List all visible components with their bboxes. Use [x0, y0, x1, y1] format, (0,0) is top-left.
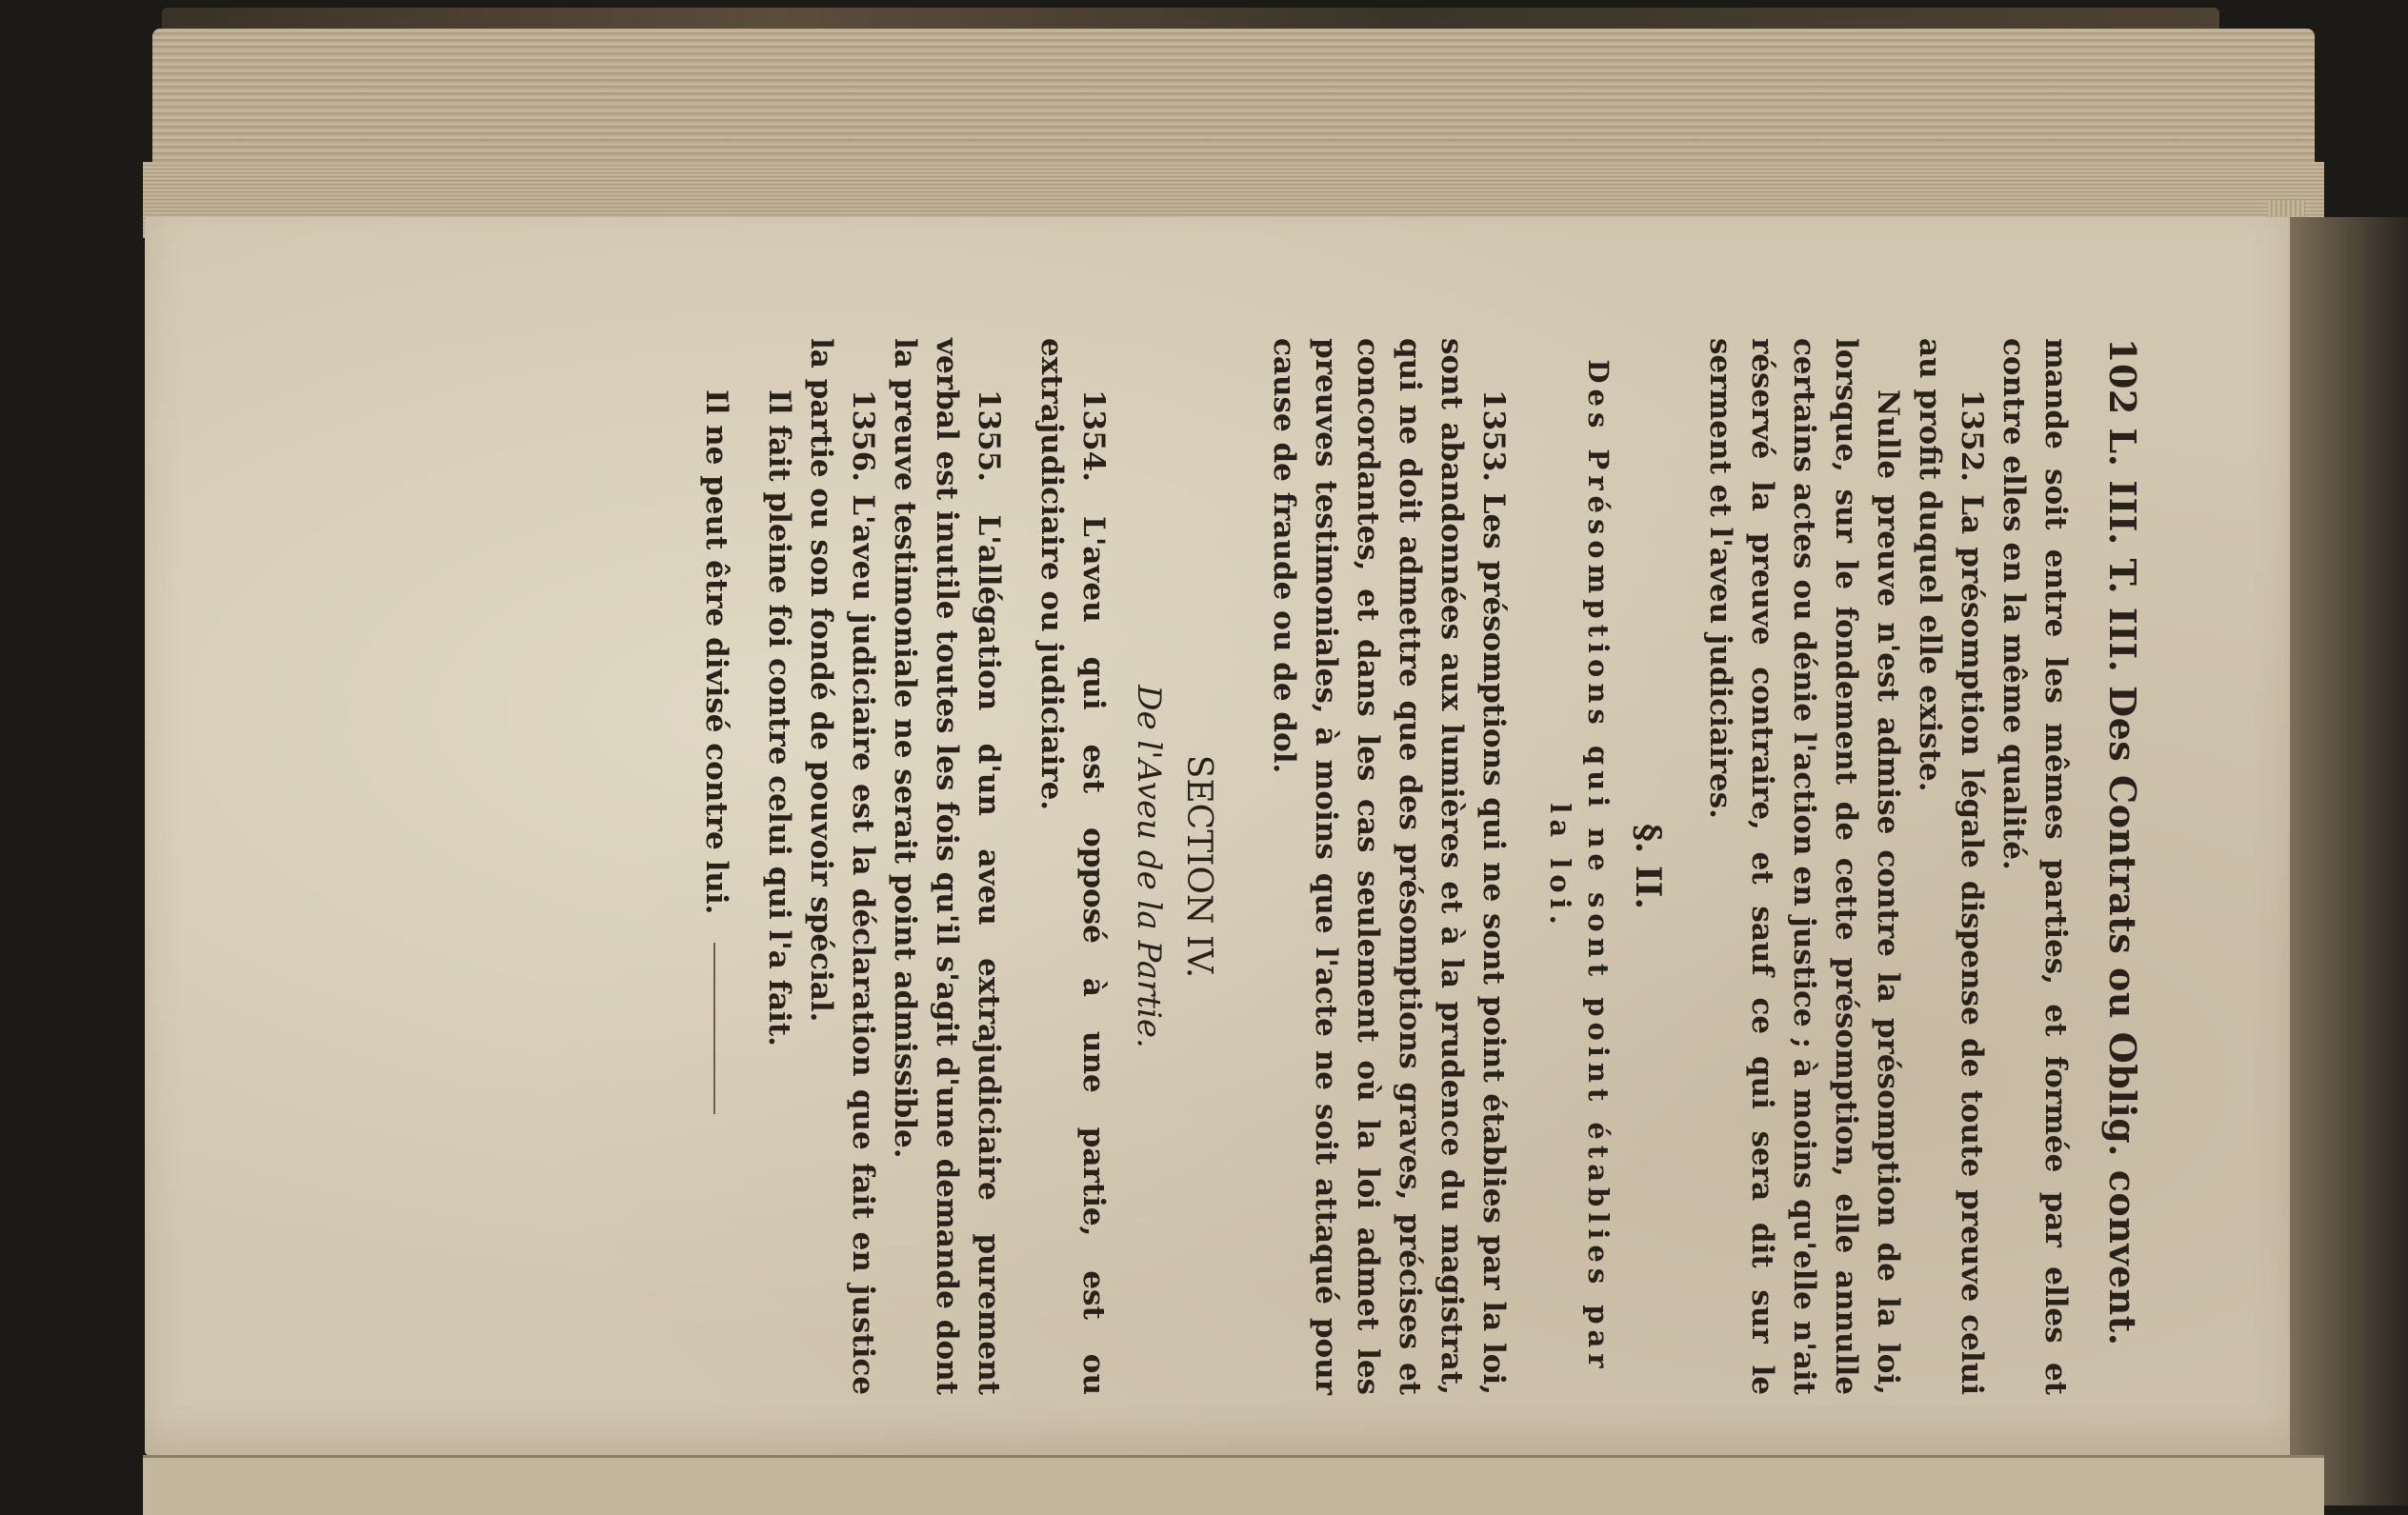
paragraph: 1355. L'allégation d'un aveu extrajudiciaire purement verbal est inutile toutes les fois qu'il s'agit d'une demande dont la preuve testimoniale ne serait point admissible.	[888, 338, 1006, 1395]
paragraph-1353: 1353. Les présomptions qui ne sont point établies par la loi, sont abandonnées aux lumières et à la prudence du magistrat, qui ne doit admettre que des présomptions graves, précises et concordantes, et dans les cas seulement où la loi admet les preuves testimoniales, à moins que l'acte ne soit attaqué pour cause de fraude ou de dol.	[1267, 338, 1511, 1395]
facing-page-edge	[143, 1455, 2324, 1515]
section-heading: SECTION IV.	[1179, 754, 1218, 979]
running-head: 102 L. III. T. III. Des Contrats ou Oblig. convent.	[2101, 338, 2144, 1346]
section-mark: §. II.	[1628, 823, 1668, 910]
binding-shadow	[2290, 217, 2408, 1505]
paragraph-last	[695, 338, 737, 1395]
section-title: Des Présomptions qui ne sont point établies par la loi.	[1544, 359, 1615, 1374]
paragraph: mande soit entre les mêmes parties, et formée par elles et contre elles en la même qualité.	[1997, 338, 2073, 1395]
last-line-text: Il ne peut être divisé contre lui.	[699, 389, 733, 915]
paragraph: 1356. L'aveu judiciaire est la déclaration que fait en justice la partie ou son fondé de pouvoir spécial.	[804, 338, 880, 1395]
paragraph: Il fait pleine foi contre celui qui l'a fait.	[762, 389, 796, 1047]
page-text-block	[695, 338, 2143, 1395]
paragraph: 1352. La présomption légale dispense de toute preuve celui au profit duquel elle existe.	[1913, 338, 1989, 1395]
closing-rule	[714, 943, 716, 1114]
paragraph: 1354. L'aveu qui est opposé à une partie, est ou extrajudiciaire ou judiciaire.	[1034, 338, 1111, 1395]
section-subheading: De l'Aveu de la Partie.	[1130, 685, 1168, 1048]
paragraph: Nulle preuve n'est admise contre la présomption de la loi, lorsque, sur le fondement de cette présomption, elle annulle certains actes ou dénie l'action en justice ; à moins qu'elle n'ait réservé la preuve contraire, et sauf ce qui sera dit sur le serment et l'aveu judiciaires.	[1703, 338, 1905, 1395]
